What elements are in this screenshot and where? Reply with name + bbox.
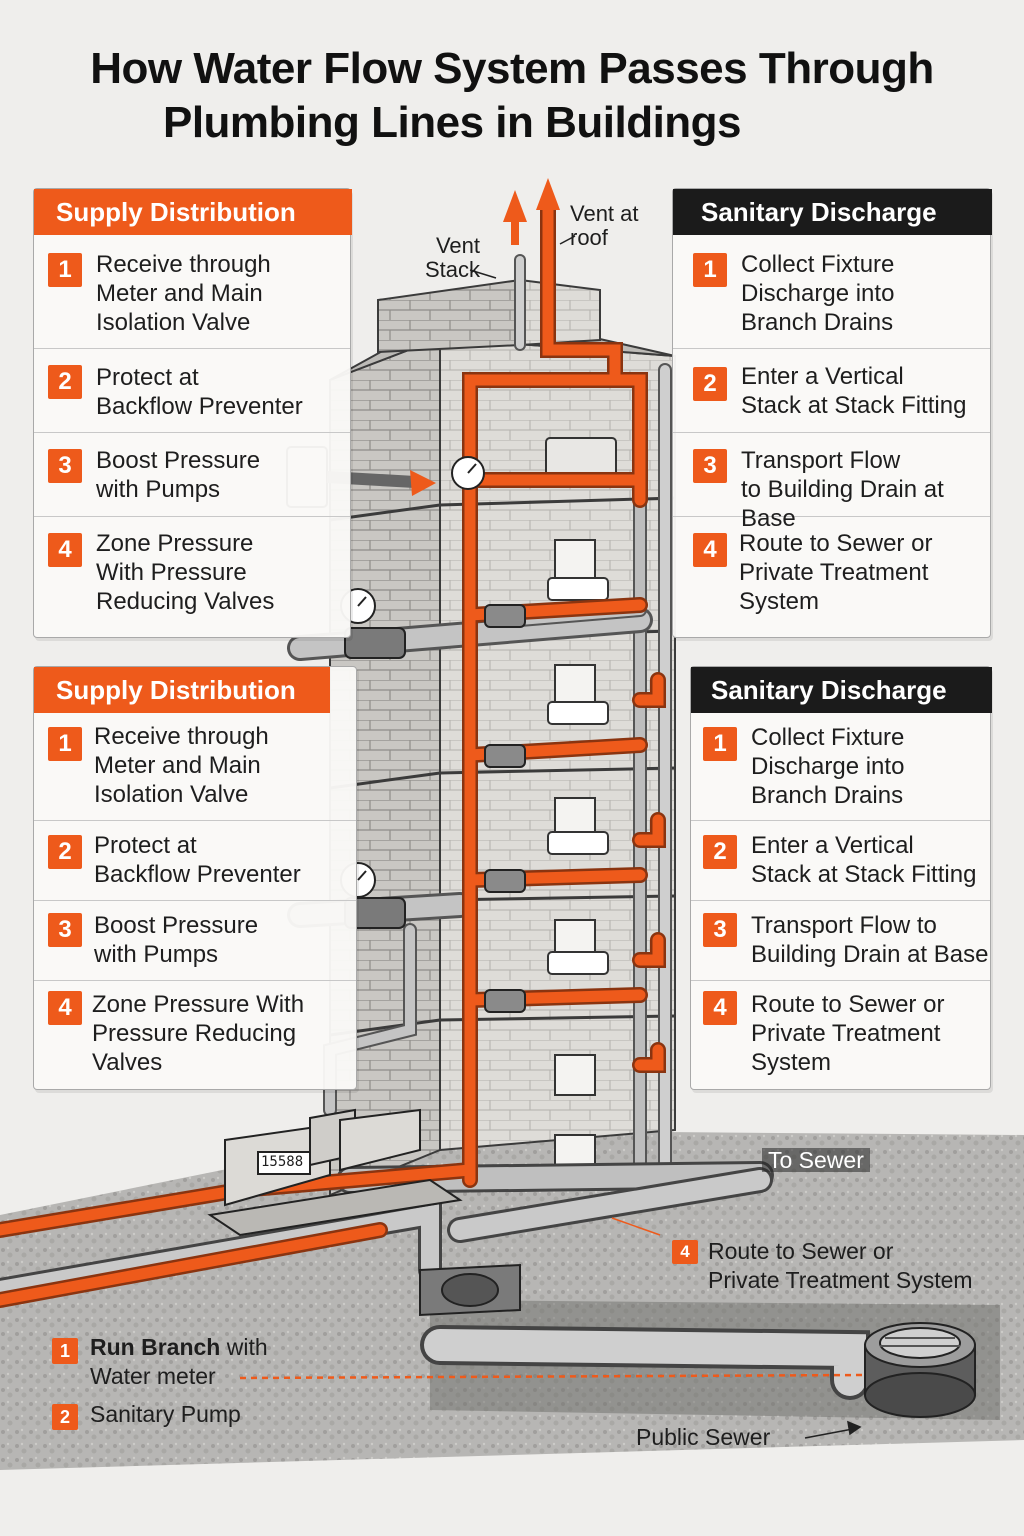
step-text: Boost Pressure with Pumps — [94, 912, 259, 968]
step-item — [34, 235, 350, 349]
step-item — [34, 981, 356, 1087]
step-text: Boost Pressure with Pumps — [96, 447, 261, 503]
step-item — [691, 981, 990, 1087]
public-sewer-label: Public Sewer — [636, 1424, 771, 1450]
step-text: Transport Flow to Building Drain at Base — [741, 447, 944, 532]
step-number: 3 — [48, 913, 82, 947]
page-title-line1: How Water Flow System Passes Through — [90, 44, 934, 93]
step-number: 2 — [48, 835, 82, 869]
step-number: 4 — [48, 533, 82, 567]
run-branch-label — [90, 1335, 268, 1359]
supply-distribution-panel-bottom — [33, 666, 357, 1090]
step-text: Collect Fixture Discharge into Branch Drains — [741, 251, 895, 336]
step-item — [673, 517, 990, 635]
step-item — [34, 433, 350, 517]
step-text: Zone Pressure With Pressure Reducing Valves — [92, 991, 305, 1076]
step-number: 2 — [693, 367, 727, 401]
step-text: Receive through Meter and Main Isolation Valve — [96, 251, 271, 336]
vent-stack-label: Vent Stack — [424, 233, 480, 282]
page-title-line2: Plumbing Lines in Buildings — [162, 98, 742, 147]
step-item — [34, 713, 356, 821]
step-text: Receive through Meter and Main Isolation Valve — [94, 723, 269, 808]
step-text: Protect at Backflow Preventer — [96, 364, 303, 420]
step-text: Route to Sewer or Private Treatment System — [739, 530, 933, 615]
route-step-number: 4 — [672, 1240, 698, 1264]
run-branch-number: 1 — [52, 1338, 78, 1364]
sanitary-pump-label: Sanitary Pump — [90, 1401, 241, 1427]
step-text: Zone Pressure With Pressure Reducing Valves — [96, 530, 275, 615]
step-item — [673, 433, 990, 532]
step-item — [34, 349, 350, 433]
route-to-sewer-label: Route to Sewer or Private Treatment System — [708, 1238, 973, 1293]
step-item — [34, 517, 350, 635]
step-number: 3 — [703, 913, 737, 947]
public-sewer-drain — [865, 1323, 975, 1417]
step-item — [691, 901, 990, 981]
step-text: Protect at Backflow Preventer — [94, 832, 301, 888]
run-branch-rest: with — [220, 1334, 268, 1360]
vent-at-roof-label: Vent at roof — [570, 201, 639, 250]
sanitary-discharge-panel-top — [672, 188, 991, 638]
roof-penthouse — [378, 280, 520, 352]
sanitary-pump — [420, 1265, 520, 1315]
step-number: 3 — [48, 449, 82, 483]
step-item — [673, 235, 990, 349]
step-number: 1 — [48, 253, 82, 287]
panel-header: Supply Distribution — [34, 189, 352, 235]
to-sewer-label: To Sewer — [762, 1148, 870, 1172]
step-item — [34, 901, 356, 981]
supply-distribution-panel-top — [33, 188, 351, 638]
panel-header: Supply Distribution — [34, 667, 330, 713]
step-text: Enter a Vertical Stack at Stack Fitting — [741, 363, 967, 419]
step-item — [673, 349, 990, 433]
sanitary-pump-number: 2 — [52, 1404, 78, 1430]
panel-header: Sanitary Discharge — [673, 189, 992, 235]
meter-display: 15588 — [261, 1154, 304, 1170]
run-branch-bold: Run Branch — [90, 1334, 221, 1360]
step-text: Enter a Vertical Stack at Stack Fitting — [751, 832, 977, 888]
step-item — [691, 821, 990, 901]
step-number: 1 — [703, 727, 737, 761]
step-number: 3 — [693, 449, 727, 483]
step-number: 1 — [693, 253, 727, 287]
step-number: 2 — [48, 365, 82, 399]
step-number: 4 — [693, 533, 727, 567]
panel-header: Sanitary Discharge — [691, 667, 992, 713]
step-number: 4 — [48, 991, 82, 1025]
step-item — [34, 821, 356, 901]
step-number: 2 — [703, 835, 737, 869]
step-item — [691, 713, 990, 821]
step-text: Collect Fixture Discharge into Branch Drains — [751, 724, 905, 809]
step-number: 1 — [48, 727, 82, 761]
sanitary-discharge-panel-bottom — [690, 666, 991, 1090]
step-text: Route to Sewer or Private Treatment System — [751, 991, 945, 1076]
run-branch-label-line2: Water meter — [90, 1363, 216, 1389]
step-number: 4 — [703, 991, 737, 1025]
step-text: Transport Flow to Building Drain at Base — [751, 912, 989, 968]
